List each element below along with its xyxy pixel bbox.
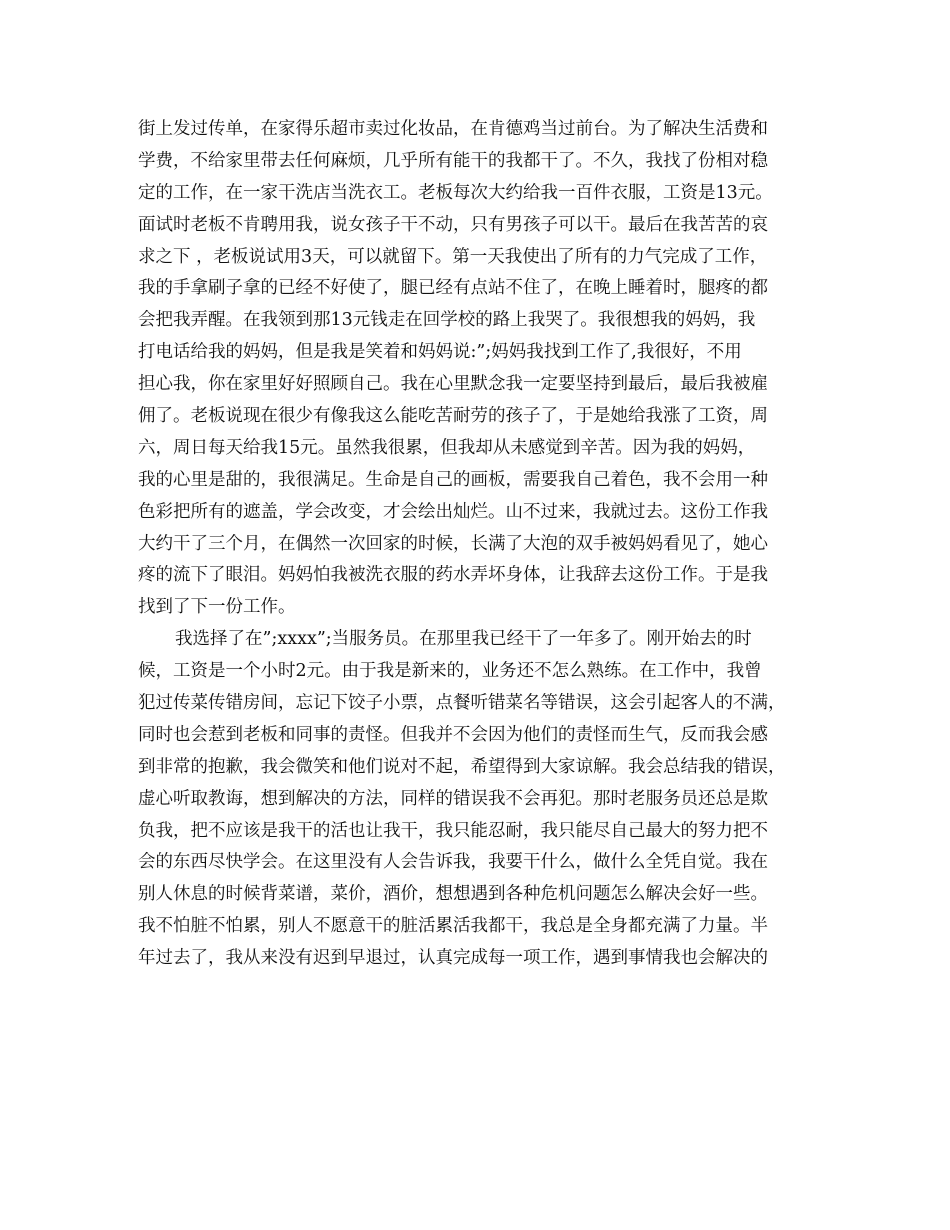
- text-line: 街上发过传单，在家得乐超市卖过化妆品，在肯德鸡当过前台。为了解决生活费和: [138, 119, 768, 139]
- text-line: 色彩把所有的遮盖，学会改变，才会绘出灿烂。山不过来，我就过去。这份工作我: [138, 501, 768, 522]
- text-line: 会的东西尽快学会。在这里没有人会告诉我，我要干什么，做什么全凭自觉。我在: [138, 852, 768, 873]
- text-line: 我的心里是甜的，我很满足。生命是自己的画板，需要我自己着色，我不会用一种: [138, 469, 768, 490]
- text-line: 求之下 ，老板说试用3天，可以就留下。第一天我使出了所有的力气完成了工作，: [138, 246, 768, 267]
- body-text: [138, 114, 828, 975]
- text-line: 大约干了三个月，在偶然一次回家的时候，长满了大泡的双手被妈妈看见了，她心: [138, 533, 768, 554]
- text-line: 同时也会惹到老板和同事的责怪。但我并不会因为他们的责怪而生气，反而我会感: [138, 724, 768, 745]
- text-line: 定的工作，在一家干洗店当洗衣工。老板每次大约给我一百件衣服，工资是13元。: [138, 182, 773, 203]
- text-line: 六，周日每天给我15元。虽然我很累，但我却从未感觉到辛苦。因为我的妈妈，: [138, 437, 756, 458]
- text-line: 到非常的抱歉，我会微笑和他们说对不起，希望得到大家谅解。我会总结我的错误，: [138, 756, 786, 777]
- text-line: 担心我，你在家里好好照顾自己。我在心里默念我一定要坚持到最后，最后我被雇: [138, 374, 768, 395]
- text-line: 我的手拿刷子拿的已经不好使了，腿已经有点站不住了，在晚上睡着时，腿疼的都: [138, 278, 768, 299]
- text-line: 学费，不给家里带去任何麻烦，几乎所有能干的我都干了。不久，我找了份相对稳: [138, 150, 768, 171]
- paragraph-start-line: 我选择了在”;xxxx”;当服务员。在那里我已经干了一年多了。刚开始去的时: [175, 629, 752, 650]
- text-line: 年过去了，我从来没有迟到早退过，认真完成每一项工作，遇到事情我也会解决的: [138, 948, 768, 969]
- text-line: 别人休息的时候背菜谱，菜价，酒价，想想遇到各种危机问题怎么解决会好一些。: [138, 884, 768, 905]
- text-line: 疼的流下了眼泪。妈妈怕我被洗衣服的药水弄坏身体，让我辞去这份工作。于是我: [138, 565, 768, 586]
- text-line: 打电话给我的妈妈，但是我是笑着和妈妈说:”;妈妈我找到工作了,我很好，不用: [138, 342, 742, 363]
- text-line: 负我，把不应该是我干的活也让我干，我只能忍耐，我只能尽自己最大的努力把不: [138, 820, 768, 841]
- text-line: 找到了下一份工作。: [138, 597, 296, 618]
- text-line: 候，工资是一个小时2元。由于我是新来的，业务还不怎么熟练。在工作中，我曾: [138, 661, 762, 682]
- text-line: 我不怕脏不怕累，别人不愿意干的脏活累活我都干，我总是全身都充满了力量。半: [138, 916, 768, 937]
- text-line: 虚心听取教诲，想到解决的方法，同样的错误我不会再犯。那时老服务员还总是欺: [138, 788, 768, 809]
- text-line: 面试时老板不肯聘用我，说女孩子干不动，只有男孩子可以干。最后在我苦苦的哀: [138, 214, 768, 235]
- text-line: 佣了。老板说现在很少有像我这么能吃苦耐劳的孩子了，于是她给我涨了工资，周: [138, 406, 768, 427]
- text-line: 犯过传菜传错房间，忘记下饺子小票，点餐听错菜名等错误，这会引起客人的不满，: [138, 693, 786, 714]
- text-line: 会把我弄醒。在我领到那13元钱走在回学校的路上我哭了。我很想我的妈妈，我: [138, 310, 756, 331]
